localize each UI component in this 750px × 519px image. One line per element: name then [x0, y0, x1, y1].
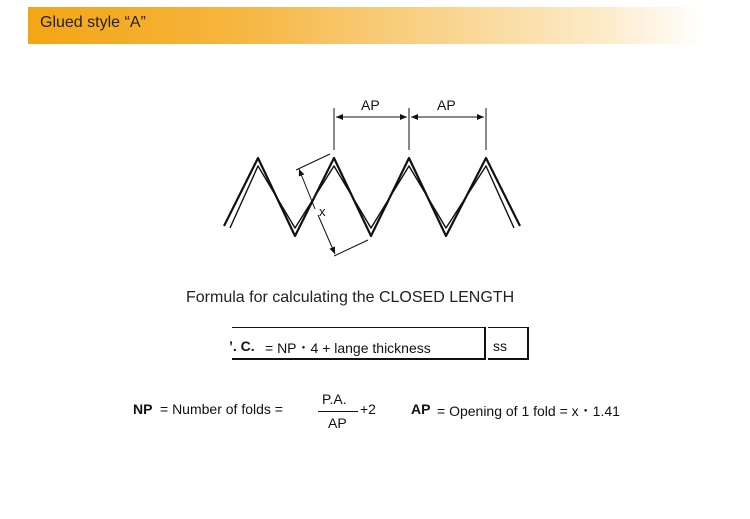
x-dimension-arrow-2: [318, 215, 335, 254]
page-title: Glued style “A”: [40, 14, 146, 31]
np-definition: = Number of folds =: [160, 401, 283, 417]
formula-heading: Formula for calculating the CLOSED LENGTH: [186, 289, 515, 306]
fraction-bar: [318, 411, 358, 412]
ap-label-2: AP: [437, 97, 456, 113]
x-label: x: [319, 204, 326, 219]
x-extension-line-bottom: [334, 240, 368, 256]
formula-prefix: ’. C.: [229, 338, 255, 354]
pleat-inner-line: [230, 166, 514, 228]
formula-side-text: ss: [493, 338, 507, 354]
x-dimension-arrow-1: [299, 169, 315, 209]
fraction-numerator: P.A.: [322, 391, 347, 407]
x-extension-line-top: [296, 154, 330, 170]
np-label: NP: [133, 401, 153, 417]
ap-label: AP: [411, 401, 431, 417]
plus-two: +2: [360, 401, 376, 417]
pleat-outer-line: [224, 158, 520, 236]
ap-label-1: AP: [361, 97, 380, 113]
formula-expression: = NP・4 + lange thickness: [265, 340, 431, 356]
fraction-denominator: AP: [328, 415, 347, 431]
ap-definition: = Opening of 1 fold = x・1.41: [437, 403, 620, 419]
